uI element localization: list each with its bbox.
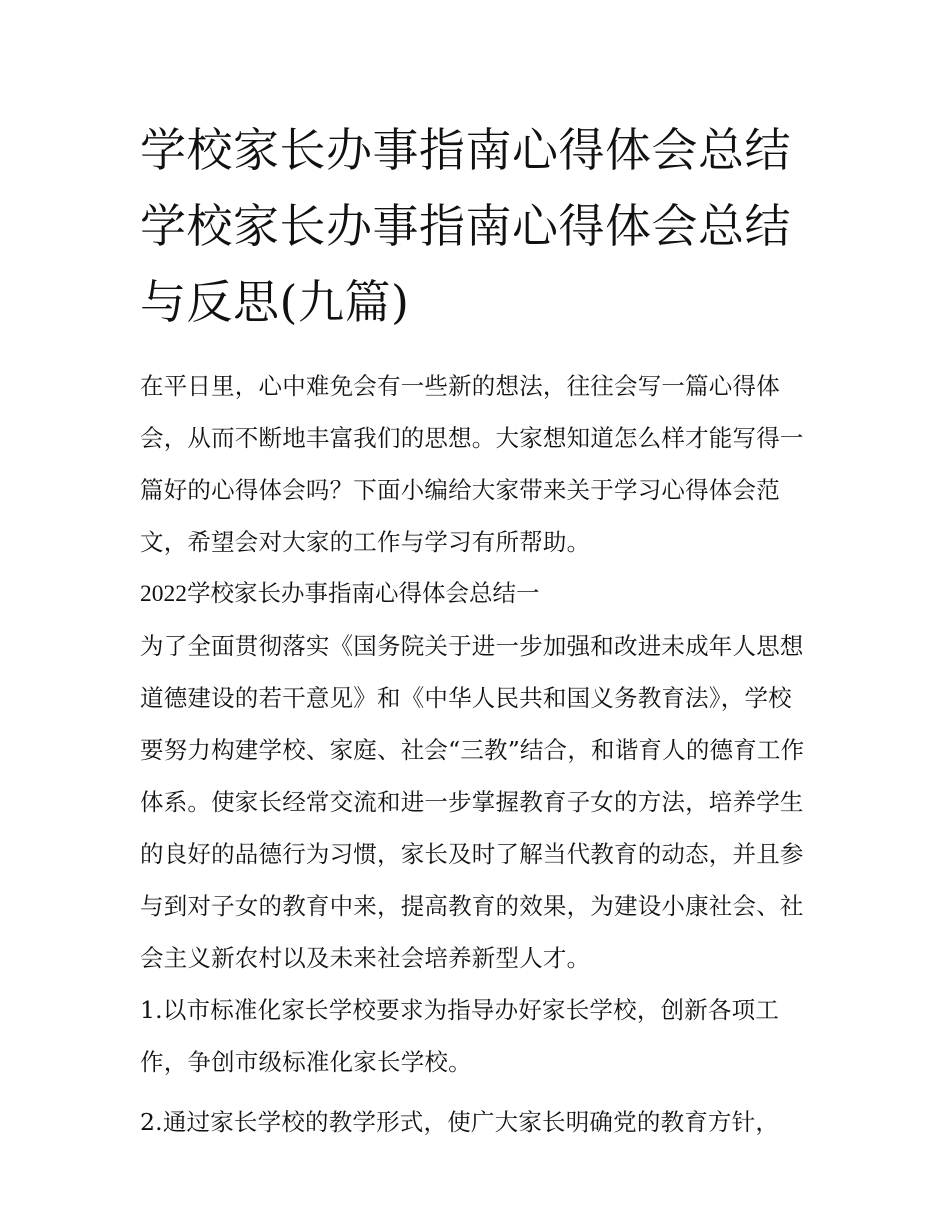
list-item-1: 1.以市标准化家长学校要求为指导办好家长学校，创新各项工作，争创市级标准化家长学校。 [140,996,780,1076]
document-title: 学校家长办事指南心得体会总结 学校家长办事指南心得体会总结与反思(九篇) [140,123,791,329]
section-heading: 2022学校家长办事指南心得体会总结一 [140,581,540,607]
list-item-2: 2.通过家长学校的教学形式，使广大家长明确党的教育方针， [140,1108,780,1136]
body-paragraph: 为了全面贯彻落实《国务院关于进一步加强和改进未成年人思想道德建设的若干意见》和《中华人民共和国义务教育法》，学校要努力构建学校、家庭、社会“三教”结合，和谐育人的德育工作体系。使家长经常交流和进一步掌握教育子女的方法，培养学生的良好的品德行为习惯，家长及时了解当代教育的动态，并且参与到对子女的教育中来，提高教育的效果，为建设小康社会、社会主义新农村以及未来社会培养新型人才。 [140,632,805,972]
document-page [140,112,812,1148]
intro-paragraph: 在平日里，心中难免会有一些新的想法，往往会写一篇心得体会，从而不断地丰富我们的思想。大家想知道怎么样才能写得一篇好的心得体会吗？下面小编给大家带来关于学习心得体会范文，希望会对大家的工作与学习有所帮助。 [140,372,804,556]
